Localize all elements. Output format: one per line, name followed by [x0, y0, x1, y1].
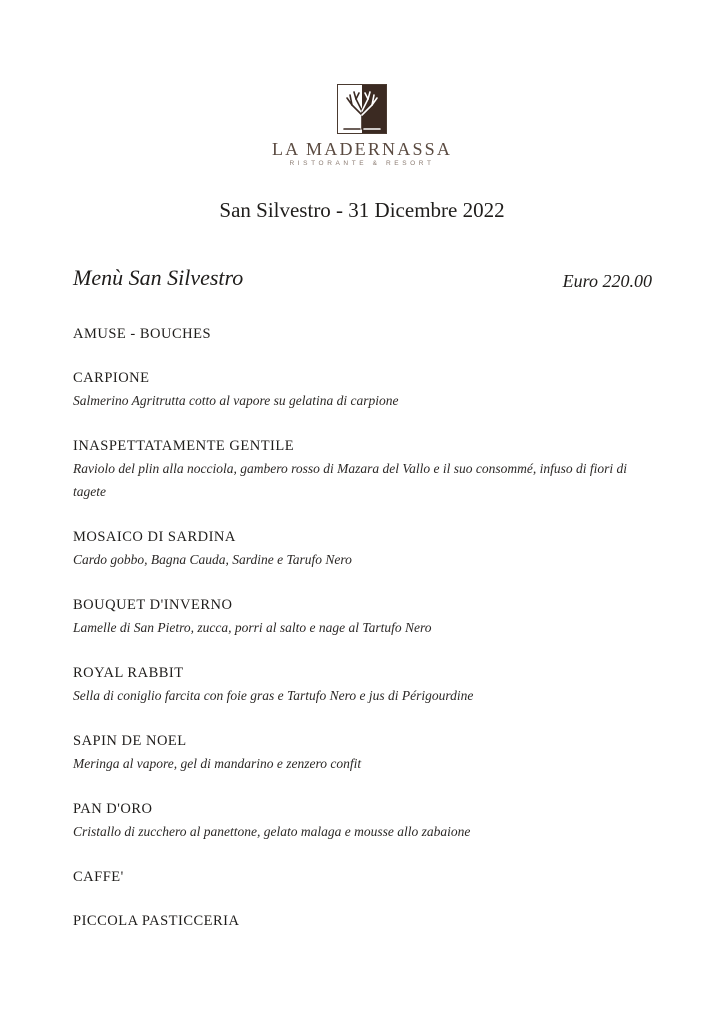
tree-logo-icon [337, 84, 387, 134]
course-item [73, 595, 653, 639]
course-item [73, 867, 653, 887]
course-item [73, 911, 653, 931]
course-item [73, 663, 653, 707]
restaurant-logo [0, 84, 724, 167]
course-item [73, 527, 653, 571]
course-name: AMUSE - BOUCHES [73, 326, 212, 342]
course-item [73, 731, 653, 775]
course-name: MOSAICO DI SARDINA [73, 529, 236, 545]
course-description: Cardo gobbo, Bagna Cauda, Sardine e Tarufo Nero [73, 552, 352, 567]
course-name: SAPIN DE NOEL [73, 733, 187, 749]
course-item [73, 436, 653, 503]
course-name: CARPIONE [73, 370, 150, 386]
course-list [73, 324, 653, 955]
course-name: CAFFE' [73, 869, 124, 885]
restaurant-name: LA MADERNASSA [271, 139, 453, 159]
course-item [73, 799, 653, 843]
course-description: Lamelle di San Pietro, zucca, porri al salto e nage al Tartufo Nero [73, 620, 432, 635]
course-description: Raviolo del plin alla nocciola, gambero rosso di Mazara del Vallo e il suo consommé, infuso di fiori di tagete [73, 461, 627, 499]
restaurant-subtitle: RISTORANTE & RESORT [289, 160, 435, 167]
course-description: Salmerino Agritrutta cotto al vapore su gelatina di carpione [73, 393, 399, 408]
course-description: Meringa al vapore, gel di mandarino e zenzero confit [73, 756, 362, 771]
menu-price: Euro 220.00 [562, 271, 652, 291]
event-title: San Silvestro - 31 Dicembre 2022 [219, 198, 505, 222]
course-name: INASPETTATAMENTE GENTILE [73, 438, 295, 454]
course-description: Sella di coniglio farcita con foie gras e Tartufo Nero e jus di Périgourdine [73, 688, 474, 703]
course-name: ROYAL RABBIT [73, 665, 184, 681]
menu-title: Menù San Silvestro [73, 265, 244, 290]
course-item [73, 324, 653, 344]
course-item [73, 368, 653, 412]
course-name: PICCOLA PASTICCERIA [73, 913, 240, 929]
course-description: Cristallo di zucchero al panettone, gelato malaga e mousse allo zabaione [73, 824, 471, 839]
course-name: BOUQUET D'INVERNO [73, 597, 233, 613]
course-name: PAN D'ORO [73, 801, 153, 817]
